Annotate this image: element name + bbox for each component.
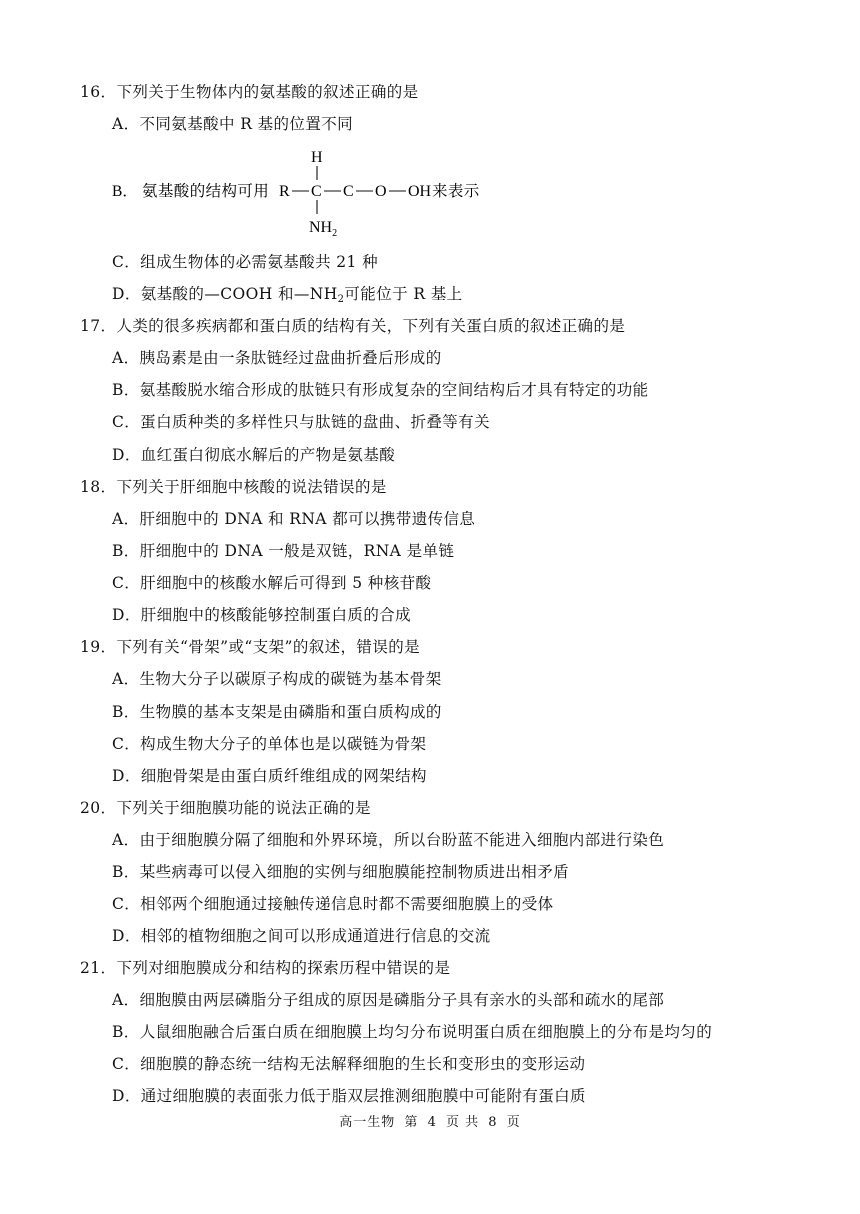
amino-group-symbol <box>309 219 337 239</box>
option-text: 血红蛋白彻底水解后的产物是氨基酸 <box>140 446 396 464</box>
option-18-a <box>112 509 475 529</box>
option-21-a <box>112 990 664 1010</box>
option-label: A． <box>112 115 140 133</box>
question-stem: 下列有关“骨架”或“支架”的叙述，错误的是 <box>116 638 421 656</box>
question-20 <box>80 798 371 818</box>
option-text: 细胞骨架是由蛋白质纤维组成的网架结构 <box>140 767 427 785</box>
option-20-d <box>112 926 491 946</box>
r-group-symbol: R <box>279 183 290 200</box>
option-label: C． <box>112 253 141 271</box>
option-text: 相邻的植物细胞之间可以形成通道进行信息的交流 <box>140 927 491 945</box>
option-label: A． <box>112 510 140 528</box>
option-label: C． <box>112 735 141 753</box>
option-18-d <box>112 605 411 625</box>
option-text: 肝细胞中的 DNA 和 RNA 都可以携带遗传信息 <box>139 510 476 528</box>
option-label: B． <box>112 183 138 200</box>
option-text: 生物大分子以碳原子构成的碳链为基本骨架 <box>139 670 442 688</box>
option-text: 相邻两个细胞通过接触传递信息时都不需要细胞膜上的受体 <box>140 895 554 913</box>
option-label: B． <box>112 542 140 560</box>
option-18-b <box>112 541 454 561</box>
question-stem: 下列关于生物体内的氨基酸的叙述正确的是 <box>116 83 419 101</box>
question-17 <box>80 316 625 336</box>
option-text: 某些病毒可以侵入细胞的实例与细胞膜能控制物质进出相矛盾 <box>139 863 570 881</box>
option-text: 肝细胞中的核酸水解后可得到 5 种核苷酸 <box>140 574 432 592</box>
question-stem: 下列关于肝细胞中核酸的说法错误的是 <box>116 478 387 496</box>
option-text: 细胞膜由两层磷脂分子组成的原因是磷脂分子具有亲水的头部和疏水的尾部 <box>139 991 665 1009</box>
footer-page-suffix: 页 <box>506 1115 521 1130</box>
page-footer <box>0 1114 860 1132</box>
option-19-a <box>112 669 442 689</box>
option-label: D． <box>112 927 141 945</box>
alpha-carbon-symbol: C <box>311 183 322 200</box>
question-21 <box>80 958 450 978</box>
question-18 <box>80 477 387 497</box>
option-text: 肝细胞中的核酸能够控制蛋白质的合成 <box>140 606 412 624</box>
option-subscript: 2 <box>337 294 345 305</box>
question-stem: 下列关于细胞膜功能的说法正确的是 <box>116 799 371 817</box>
option-16-a <box>112 114 353 134</box>
option-text: 生物膜的基本支架是由磷脂和蛋白质构成的 <box>139 703 442 721</box>
option-20-c <box>112 894 554 914</box>
option-text: 构成生物大分子的单体也是以碳链为骨架 <box>140 735 427 753</box>
option-label: C． <box>112 895 141 913</box>
option-label: A． <box>112 991 140 1009</box>
option-17-a <box>112 348 442 368</box>
option-text: 细胞膜的静态统一结构无法解释细胞的生长和变形虫的变形运动 <box>140 1055 586 1073</box>
question-number: 19． <box>80 638 117 656</box>
question-number: 18． <box>80 478 117 496</box>
option-18-c <box>112 573 431 593</box>
option-label: A． <box>112 349 140 367</box>
option-text: 胰岛素是由一条肽链经过盘曲折叠后形成的 <box>139 349 442 367</box>
option-text-continued: 可能位于 R 基上 <box>344 285 463 303</box>
question-stem: 人类的很多疾病都和蛋白质的结构有关，下列有关蛋白质的叙述正确的是 <box>116 317 626 335</box>
footer-page-mid: 页 共 <box>446 1115 480 1130</box>
footer-page-prefix: 第 <box>404 1115 419 1130</box>
option-label: C． <box>112 413 141 431</box>
option-16-b <box>112 145 512 241</box>
question-19 <box>80 637 420 657</box>
hydroxyl-symbol: OH <box>408 183 432 200</box>
option-label: A． <box>112 670 140 688</box>
amino-group-text: NH <box>309 219 333 236</box>
option-text: 组成生物体的必需氨基酸共 21 种 <box>140 253 379 271</box>
option-text: 肝细胞中的 DNA 一般是双链，RNA 是单链 <box>139 542 455 560</box>
carboxyl-carbon-symbol: C <box>343 183 354 200</box>
option-label: D． <box>112 285 141 303</box>
amino-acid-structure-formula <box>112 145 512 241</box>
footer-page-number: 4 <box>427 1115 437 1130</box>
option-19-d <box>112 766 427 786</box>
option-text: 氨基酸脱水缩合形成的肽链只有形成复杂的空间结构后才具有特定的功能 <box>139 381 649 399</box>
option-label: B． <box>112 381 140 399</box>
option-16-c <box>112 252 378 272</box>
option-label: D． <box>112 606 141 624</box>
option-label: B． <box>112 863 140 881</box>
option-label: B． <box>112 1023 140 1041</box>
option-19-b <box>112 702 442 722</box>
option-17-d <box>112 445 395 465</box>
option-text: 蛋白质种类的多样性只与肽链的盘曲、折叠等有关 <box>140 413 490 431</box>
option-text: 氨基酸的—COOH 和—NH <box>140 285 338 303</box>
option-17-c <box>112 412 490 432</box>
option-text: 通过细胞膜的表面张力低于脂双层推测细胞膜中可能附有蛋白质 <box>140 1087 586 1105</box>
option-20-b <box>112 862 569 882</box>
question-number: 17． <box>80 317 117 335</box>
option-label: A． <box>112 831 140 849</box>
option-text: 人鼠细胞融合后蛋白质在细胞膜上均匀分布说明蛋白质在细胞膜上的分布是均匀的 <box>139 1023 713 1041</box>
option-label: D． <box>112 767 141 785</box>
option-text-after: 来表示 <box>432 183 480 200</box>
question-stem: 下列对细胞膜成分和结构的探索历程中错误的是 <box>116 959 451 977</box>
hydrogen-symbol: H <box>311 149 323 166</box>
oxygen-symbol: O <box>375 183 387 200</box>
option-19-c <box>112 734 426 754</box>
footer-subject: 高一生物 <box>339 1115 396 1130</box>
option-label: D． <box>112 446 141 464</box>
option-label: B． <box>112 703 140 721</box>
option-label: C． <box>112 574 141 592</box>
question-number: 16． <box>80 83 117 101</box>
question-number: 20． <box>80 799 117 817</box>
option-17-b <box>112 380 649 400</box>
option-21-d <box>112 1086 586 1106</box>
option-21-c <box>112 1054 585 1074</box>
amino-group-subscript: 2 <box>332 228 338 239</box>
question-number: 21． <box>80 959 117 977</box>
option-text: 不同氨基酸中 R 基的位置不同 <box>139 115 354 133</box>
option-label: C． <box>112 1055 141 1073</box>
footer-total-pages: 8 <box>488 1115 498 1130</box>
option-text: 由于细胞膜分隔了细胞和外界环境，所以台盼蓝不能进入细胞内部进行染色 <box>139 831 665 849</box>
option-16-d <box>112 284 463 304</box>
option-label: D． <box>112 1087 141 1105</box>
option-text-before: 氨基酸的结构可用 <box>142 183 270 200</box>
option-21-b <box>112 1022 712 1042</box>
option-20-a <box>112 830 664 850</box>
question-16 <box>80 82 419 102</box>
